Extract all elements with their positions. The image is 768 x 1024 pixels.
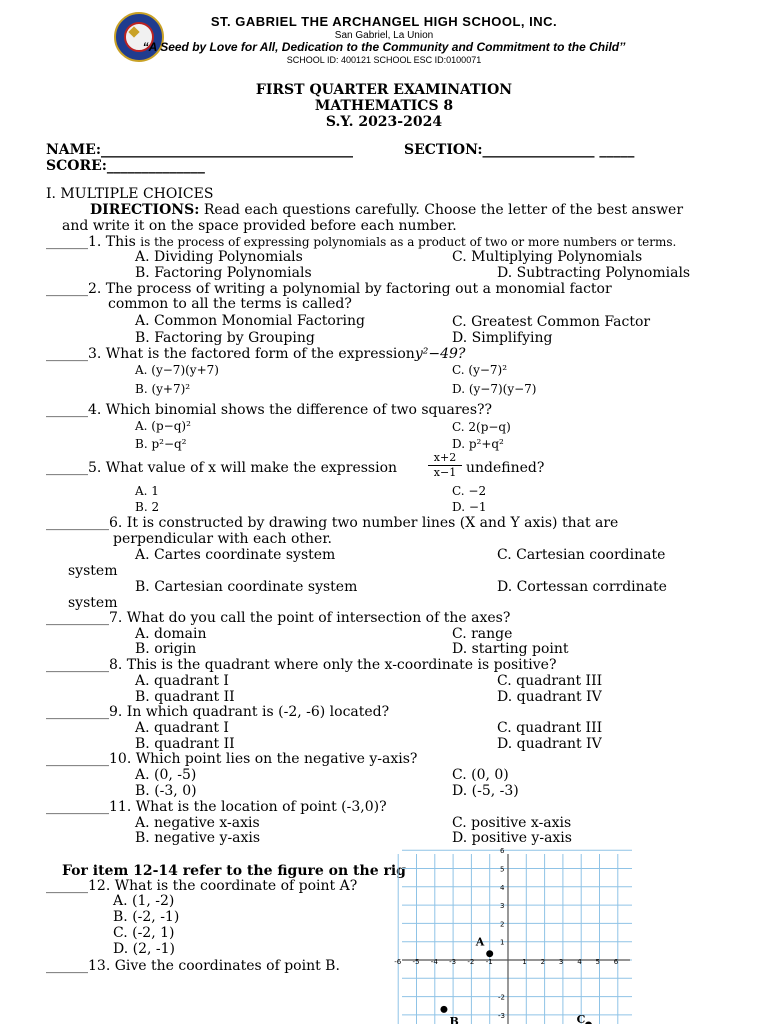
q11-option-a: A. negative x-axis bbox=[135, 815, 260, 831]
q3-option-b: B. (y+7)² bbox=[135, 382, 191, 396]
name-field[interactable]: NAME:____________________________________ bbox=[46, 142, 353, 158]
question-5-fraction bbox=[428, 451, 462, 480]
x-tick-label: 5 bbox=[595, 958, 600, 966]
question-5-end: undefined? bbox=[466, 460, 545, 476]
q9-option-a: A. quadrant I bbox=[135, 720, 229, 736]
q8-option-d: D. quadrant IV bbox=[497, 689, 602, 705]
q3-option-c: C. (y−7)² bbox=[452, 363, 508, 377]
q1-option-b: B. Factoring Polynomials bbox=[135, 265, 312, 281]
directions bbox=[90, 202, 683, 218]
x-tick-label: -1 bbox=[485, 958, 493, 966]
point-a-label: A bbox=[475, 935, 485, 949]
exam-title: FIRST QUARTER EXAMINATION bbox=[255, 82, 513, 98]
figure-reference: For item 12-14 refer to the figure on the rig bbox=[62, 863, 406, 879]
q9-option-b: B. quadrant II bbox=[135, 736, 235, 752]
directions-text: Read each questions carefully. Choose the letter of the best answer bbox=[199, 202, 684, 218]
q5-option-a: A. 1 bbox=[135, 484, 159, 498]
directions-cont: and write it on the space provided before each number. bbox=[62, 218, 457, 234]
q9-option-c: C. quadrant III bbox=[497, 720, 603, 736]
point-b bbox=[440, 1006, 447, 1013]
q7-option-b: B. origin bbox=[135, 641, 197, 657]
q4-option-c: C. 2(p−q) bbox=[452, 420, 511, 434]
q12-option-a: A. (1, -2) bbox=[113, 893, 175, 909]
question-1-small: is the process of expressing polynomials as a product of two or more numbers or terms. bbox=[140, 235, 677, 249]
question-3 bbox=[46, 346, 465, 362]
question-7: _________7. What do you call the point of intersection of the axes? bbox=[46, 610, 511, 626]
q8-option-c: C. quadrant III bbox=[497, 673, 603, 689]
fraction-denominator: x−1 bbox=[433, 466, 457, 479]
question-12: ______12. What is the coordinate of point A? bbox=[46, 878, 358, 894]
q8-option-b: B. quadrant II bbox=[135, 689, 235, 705]
point-a bbox=[486, 950, 493, 957]
question-10: _________10. Which point lies on the negative y-axis? bbox=[46, 751, 418, 767]
part-heading: I. MULTIPLE CHOICES bbox=[46, 186, 214, 202]
y-tick-label: 6 bbox=[500, 847, 505, 856]
x-tick-label: -3 bbox=[449, 958, 457, 966]
q7-option-d: D. starting point bbox=[452, 641, 569, 657]
q4-option-a: A. (p−q)² bbox=[135, 419, 191, 433]
fraction-numerator: x+2 bbox=[428, 451, 462, 466]
q2-option-c: C. Greatest Common Factor bbox=[452, 314, 651, 330]
question-8: _________8. This is the quadrant where only the x-coordinate is positive? bbox=[46, 657, 557, 673]
point-b-label: B bbox=[449, 1014, 459, 1024]
q6-option-c: C. Cartesian coordinate bbox=[497, 547, 666, 563]
y-tick-label: 3 bbox=[500, 902, 505, 911]
q1-option-c: C. Multiplying Polynomials bbox=[452, 249, 643, 265]
question-9: _________9. In which quadrant is (-2, -6) located? bbox=[46, 704, 390, 720]
q6-option-d-wrap: system bbox=[68, 595, 118, 611]
directions-label: DIRECTIONS: bbox=[90, 202, 200, 218]
q6-option-b: B. Cartesian coordinate system bbox=[135, 579, 358, 595]
x-tick-label: -2 bbox=[467, 958, 475, 966]
q11-option-b: B. negative y-axis bbox=[135, 830, 261, 846]
q11-option-d: D. positive y-axis bbox=[452, 830, 572, 846]
school-address: San Gabriel, La Union bbox=[334, 30, 434, 41]
question-11: _________11. What is the location of point (-3,0)? bbox=[46, 799, 387, 815]
exam-subject: MATHEMATICS 8 bbox=[314, 98, 454, 114]
x-tick-label: -4 bbox=[430, 958, 438, 966]
q5-option-c: C. −2 bbox=[452, 484, 487, 498]
question-13: ______13. Give the coordinates of point B. bbox=[46, 958, 340, 974]
q2-option-a: A. Common Monomial Factoring bbox=[135, 313, 365, 329]
q6-option-d: D. Cortessan corrdinate bbox=[497, 579, 667, 595]
q11-option-c: C. positive x-axis bbox=[452, 815, 572, 831]
score-field[interactable]: SCORE:______________ bbox=[46, 158, 205, 174]
x-tick-label: -5 bbox=[412, 958, 420, 966]
q6-option-a: A. Cartes coordinate system bbox=[135, 547, 336, 563]
q5-option-d: D. −1 bbox=[452, 500, 487, 514]
q10-option-a: A. (0, -5) bbox=[135, 767, 197, 783]
q1-option-a: A. Dividing Polynomials bbox=[135, 249, 303, 265]
q12-option-c: C. (-2, 1) bbox=[113, 925, 175, 941]
y-tick-label: 4 bbox=[500, 883, 505, 892]
q12-option-b: B. (-2, -1) bbox=[113, 909, 180, 925]
x-tick-label: 1 bbox=[522, 958, 527, 966]
school-name: ST. GABRIEL THE ARCHANGEL HIGH SCHOOL, INC. bbox=[210, 14, 558, 29]
school-ids: SCHOOL ID: 400121 SCHOOL ESC ID:0100071 bbox=[286, 55, 482, 65]
question-1-text: ______1. This bbox=[46, 234, 141, 250]
q10-option-c: C. (0, 0) bbox=[452, 767, 509, 783]
x-tick-label: 2 bbox=[540, 958, 546, 966]
question-1 bbox=[46, 234, 676, 250]
q5-option-b: B. 2 bbox=[135, 500, 160, 514]
q1-option-d: D. Subtracting Polynomials bbox=[497, 265, 691, 281]
q10-option-d: D. (-5, -3) bbox=[452, 783, 519, 799]
q3-option-d: D. (y−7)(y−7) bbox=[452, 382, 537, 396]
y-tick-label: 1 bbox=[500, 938, 505, 947]
q4-option-b: B. p²−q² bbox=[135, 437, 187, 451]
q4-option-d: D. p²+q² bbox=[452, 437, 504, 451]
question-5: ______5. What value of x will make the expression bbox=[46, 460, 398, 476]
y-tick-label: -3 bbox=[498, 1011, 505, 1020]
q7-option-a: A. domain bbox=[135, 626, 207, 642]
q12-option-d: D. (2, -1) bbox=[113, 941, 175, 957]
section-field[interactable]: SECTION:________________ _____ bbox=[404, 142, 635, 158]
x-tick-label: 3 bbox=[558, 958, 564, 966]
question-4: ______4. Which binomial shows the difference of two squares?? bbox=[46, 402, 493, 418]
q6-option-c-wrap: system bbox=[68, 563, 118, 579]
x-tick-label: 4 bbox=[577, 958, 582, 966]
y-tick-label: 5 bbox=[500, 865, 505, 874]
q7-option-c: C. range bbox=[452, 626, 513, 642]
y-tick-label: 2 bbox=[500, 920, 505, 929]
q9-option-d: D. quadrant IV bbox=[497, 736, 602, 752]
point-c-label: C bbox=[576, 1013, 586, 1024]
q8-option-a: A. quadrant I bbox=[135, 673, 229, 689]
q2-option-d: D. Simplifying bbox=[452, 330, 553, 346]
q2-option-b: B. Factoring by Grouping bbox=[135, 330, 315, 346]
school-motto: “A Seed by Love for All, Dedication to the Community and Commitment to the Child’’ bbox=[142, 40, 626, 54]
q3-option-a: A. (y−7)(y+7) bbox=[135, 363, 219, 377]
exam-school-year: S.Y. 2023-2024 bbox=[325, 114, 443, 130]
question-6: _________6. It is constructed by drawing two number lines (X and Y axis) that are bbox=[46, 515, 619, 531]
question-2-cont: common to all the terms is called? bbox=[108, 296, 352, 312]
question-6-cont: perpendicular with each other. bbox=[113, 531, 332, 547]
x-tick-label: -6 bbox=[394, 958, 402, 966]
x-tick-label: 6 bbox=[613, 958, 619, 966]
question-2: ______2. The process of writing a polynomial by factoring out a monomial factor bbox=[46, 281, 612, 297]
question-3-text: ______3. What is the factored form of the expression bbox=[46, 346, 415, 362]
coordinate-grid-figure bbox=[394, 847, 632, 1024]
question-3-expression: y²−49? bbox=[414, 346, 466, 362]
q10-option-b: B. (-3, 0) bbox=[135, 783, 197, 799]
y-tick-label: -2 bbox=[498, 993, 505, 1002]
